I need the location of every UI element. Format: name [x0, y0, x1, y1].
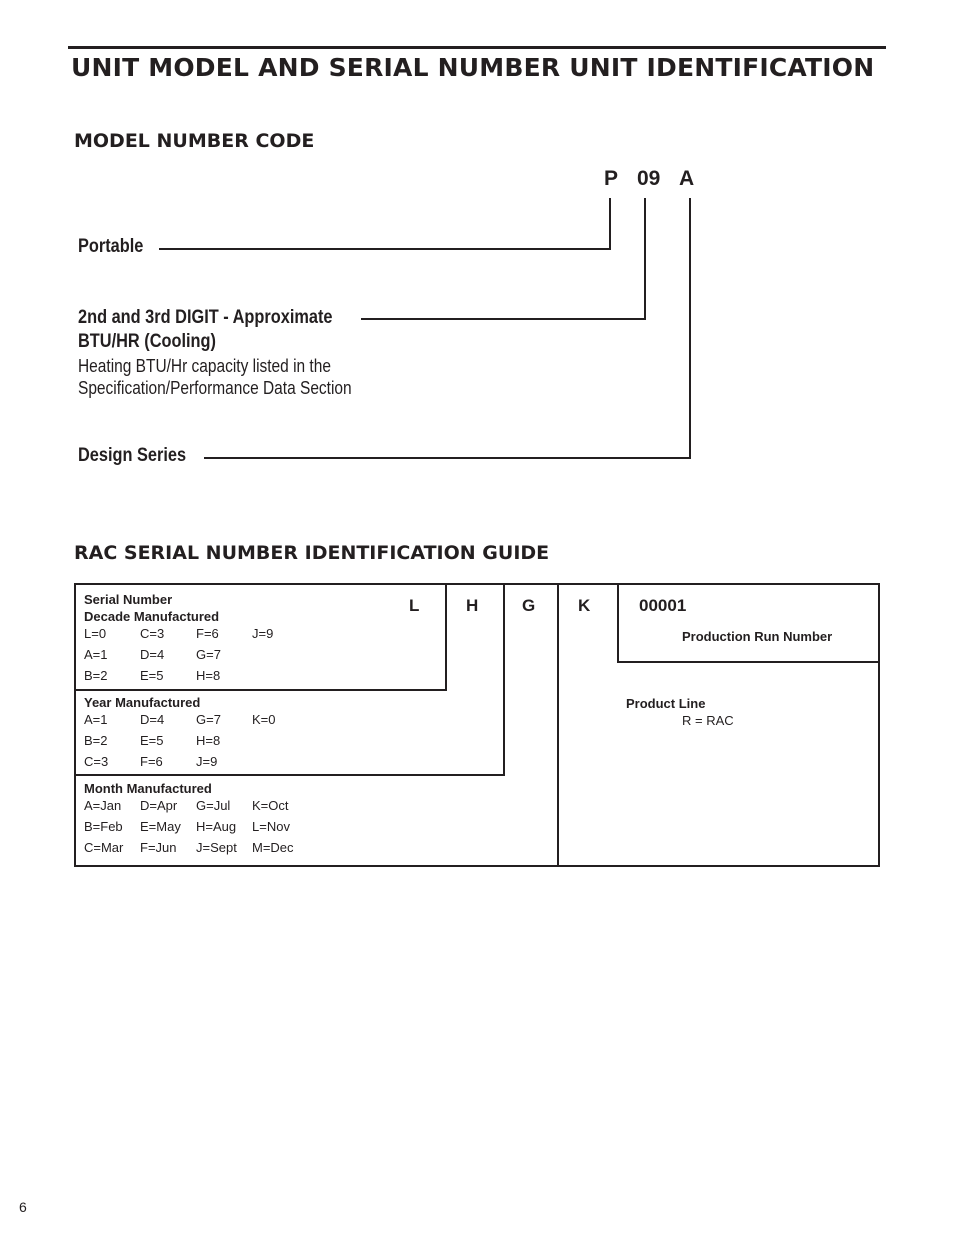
decade-code: J=9	[252, 626, 274, 641]
year-code: A=1	[84, 712, 108, 727]
product-line-title: Product Line	[626, 696, 706, 711]
divider-run-bottom	[617, 661, 880, 663]
decade-code: H=8	[196, 668, 221, 683]
table-left-border	[74, 583, 76, 867]
digit-label-line2: BTU/HR (Cooling)	[78, 331, 216, 352]
serial-section-title: RAC SERIAL NUMBER IDENTIFICATION GUIDE	[74, 542, 550, 564]
month-code: L=Nov	[252, 819, 290, 834]
divider-decade	[445, 583, 447, 691]
month-code: G=Jul	[196, 798, 231, 813]
decade-code: E=5	[140, 668, 164, 683]
decade-title1: Serial Number	[84, 592, 173, 607]
serial-letter-decade: L	[409, 596, 420, 615]
year-title: Year Manufactured	[84, 695, 201, 710]
decade-code: D=4	[140, 647, 165, 662]
page-number: 6	[19, 1199, 27, 1215]
decade-title2: Decade Manufactured	[84, 609, 220, 624]
portable-label: Portable	[78, 236, 144, 257]
divider-month	[557, 583, 559, 867]
decade-code: F=6	[196, 626, 219, 641]
serial-letter-month: G	[522, 596, 536, 615]
decade-code: C=3	[140, 626, 165, 641]
month-code: F=Jun	[140, 840, 177, 855]
table-bottom-border	[74, 865, 880, 867]
decade-codes	[84, 625, 308, 684]
model-code-series: A	[679, 167, 695, 190]
connector-series-vertical	[689, 198, 691, 459]
serial-letter-product: K	[578, 596, 591, 615]
year-code: K=0	[252, 712, 276, 727]
year-code: F=6	[140, 754, 163, 769]
decade-code: G=7	[196, 647, 221, 662]
connector-digits-vertical	[644, 198, 646, 320]
connector-p-horizontal	[159, 248, 611, 250]
year-code: H=8	[196, 733, 221, 748]
year-code: C=3	[84, 754, 109, 769]
year-code	[252, 753, 308, 770]
page-title: UNIT MODEL AND SERIAL NUMBER UNIT IDENTIFICATION	[71, 53, 875, 82]
year-code: G=7	[196, 712, 221, 727]
year-code	[252, 732, 308, 749]
model-section-title: MODEL NUMBER CODE	[74, 130, 315, 152]
year-code: D=4	[140, 712, 165, 727]
table-right-border	[878, 583, 880, 867]
digit-note-line2: Specification/Performance Data Section	[78, 378, 352, 398]
month-code: B=Feb	[84, 819, 123, 834]
year-code: J=9	[196, 754, 218, 769]
year-codes	[84, 711, 308, 770]
divider-year	[503, 583, 505, 776]
production-run-label: Production Run Number	[682, 629, 833, 644]
month-code: J=Sept	[196, 840, 237, 855]
decade-code: L=0	[84, 626, 107, 641]
divider-year-bottom	[74, 774, 505, 776]
divider-decade-bottom	[74, 689, 447, 691]
month-code: H=Aug	[196, 819, 237, 834]
month-code: K=Oct	[252, 798, 289, 813]
model-code-p: P	[604, 167, 619, 190]
digit-note-line1: Heating BTU/Hr capacity listed in the	[78, 356, 331, 376]
model-code-digits: 09	[637, 167, 661, 190]
decade-code: B=2	[84, 668, 108, 683]
connector-p-vertical	[609, 198, 611, 250]
month-code: E=May	[140, 819, 181, 834]
design-series-label: Design Series	[78, 445, 187, 466]
digit-label-line1: 2nd and 3rd DIGIT - Approximate	[78, 307, 333, 328]
table-top-border	[74, 583, 880, 585]
year-code: B=2	[84, 733, 108, 748]
month-code: C=Mar	[84, 840, 124, 855]
year-code: E=5	[140, 733, 164, 748]
decade-code	[252, 646, 308, 663]
month-code: D=Apr	[140, 798, 178, 813]
month-code: M=Dec	[252, 840, 294, 855]
product-line-value: R = RAC	[682, 713, 734, 728]
connector-digits-horizontal	[361, 318, 646, 320]
serial-letter-year: H	[466, 596, 479, 615]
month-codes	[84, 797, 308, 856]
decade-code	[252, 667, 308, 684]
top-rule	[68, 46, 886, 49]
month-title: Month Manufactured	[84, 781, 212, 796]
month-code: A=Jan	[84, 798, 122, 813]
serial-run-number: 00001	[639, 596, 687, 615]
connector-series-horizontal	[204, 457, 691, 459]
divider-product	[617, 583, 619, 663]
decade-code: A=1	[84, 647, 108, 662]
